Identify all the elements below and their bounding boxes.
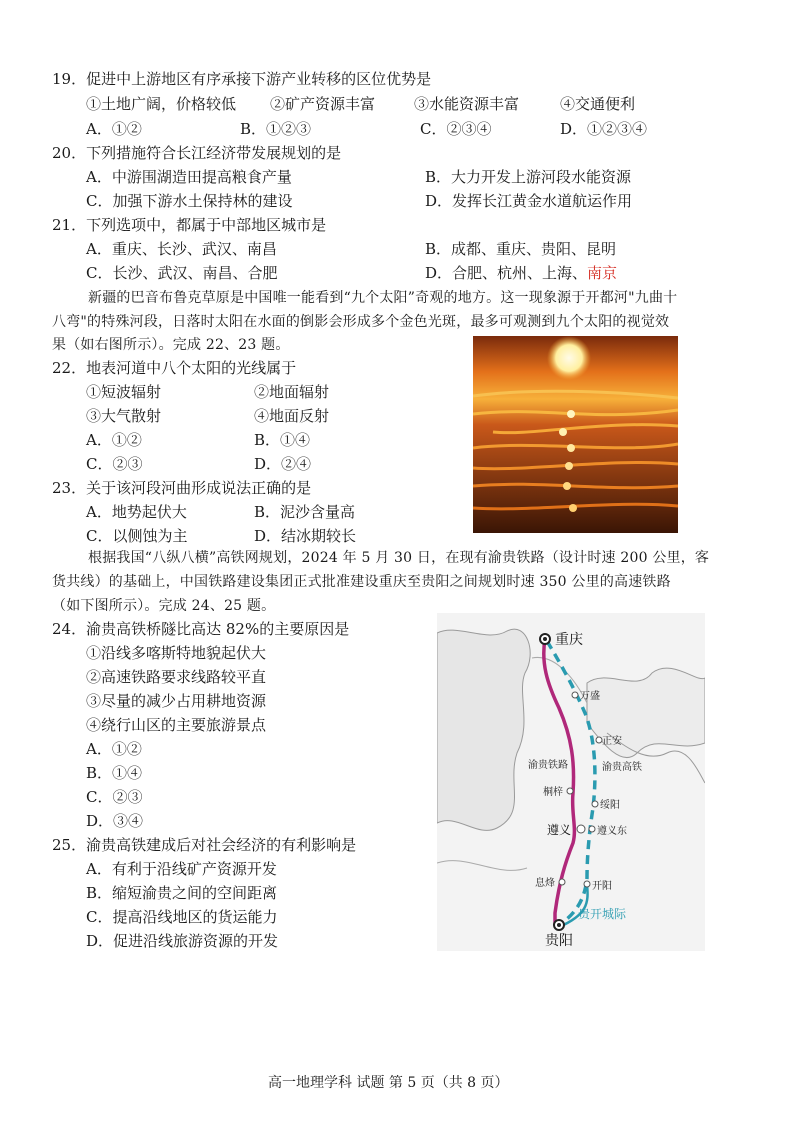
map-label-chongqing: 重庆 xyxy=(555,632,583,648)
q22-option: B．①④ xyxy=(254,431,311,449)
q19-option: C．②③④ xyxy=(420,120,492,138)
q19-item: ②矿产资源丰富 xyxy=(270,95,376,113)
q20-option: B．大力开发上游河段水能资源 xyxy=(425,168,632,186)
q24-item: ②高速铁路要求线路较平直 xyxy=(86,668,267,686)
q19-item: ①土地广阔，价格较低 xyxy=(86,95,237,113)
passage2-line: 根据我国“八纵八横”高铁网规划，2024 年 5 月 30 日，在现有渝贵铁路（设计时速 200 公里，客 xyxy=(88,550,710,566)
railway-map-drawing xyxy=(437,613,705,951)
q19-option: A．①② xyxy=(86,120,142,138)
q24-item: ①沿线多喀斯特地貌起伏大 xyxy=(86,644,267,662)
q21-option-d-highlight: 南京 xyxy=(587,264,618,282)
q24-option: B．①④ xyxy=(86,764,143,782)
q24-stem: 24．渝贵高铁桥隧比高达 82%的主要原因是 xyxy=(52,620,350,638)
map-label-kaiyang: 开阳 xyxy=(592,881,612,892)
q24-option: C．②③ xyxy=(86,788,143,806)
map-label-suiyang: 绥阳 xyxy=(600,800,620,811)
q22-item: ③大气散射 xyxy=(86,407,162,425)
page-footer: 高一地理学科 试题 第 5 页（共 8 页） xyxy=(268,1075,509,1091)
q22-option: C．②③ xyxy=(86,455,143,473)
q22-option: A．①② xyxy=(86,431,142,449)
q19-stem: 19．促进中上游地区有序承接下游产业转移的区位优势是 xyxy=(52,70,432,88)
q21-option-d-text: D．合肥、杭州、上海、 xyxy=(425,264,588,282)
q25-option: B．缩短渝贵之间的空间距离 xyxy=(86,884,278,902)
passage1-line: 八弯"的特殊河段，日落时太阳在水面的倒影会形成多个金色光斑，最多可观测到九个太阳的视觉效 xyxy=(52,314,670,330)
q21-option: B．成都、重庆、贵阳、昆明 xyxy=(425,240,617,258)
passage2-line: （如下图所示）。完成 24、25 题。 xyxy=(52,598,276,614)
q19-item: ③水能资源丰富 xyxy=(414,95,520,113)
q20-option: D．发挥长江黄金水道航运作用 xyxy=(425,192,633,210)
passage1-line: 果（如右图所示）。完成 22、23 题。 xyxy=(52,337,290,353)
q20-option: A．中游围湖造田提高粮食产量 xyxy=(86,168,292,186)
q25-stem: 25．渝贵高铁建成后对社会经济的有利影响是 xyxy=(52,836,357,854)
q25-option: D．促进沿线旅游资源的开发 xyxy=(86,932,279,950)
q21-option: C．长沙、武汉、南昌、合肥 xyxy=(86,264,278,282)
q19-option: B．①②③ xyxy=(240,120,312,138)
map-label-zunyi: 遵义 xyxy=(547,823,572,837)
map-label-wansheng: 万盛 xyxy=(580,691,600,702)
q19-item: ④交通便利 xyxy=(560,95,636,113)
map-label-xifeng: 息烽 xyxy=(535,878,555,889)
map-label-yugui-hsr: 渝贵高铁 xyxy=(602,762,642,773)
q22-item: ②地面辐射 xyxy=(254,383,330,401)
map-label-guiyang: 贵阳 xyxy=(545,933,573,949)
map-label-zunyi-east: 遵义东 xyxy=(597,826,627,837)
q23-option: D．结冰期较长 xyxy=(254,527,357,545)
map-label-guikai: 贵开城际 xyxy=(578,907,627,921)
passage2-line: 货共线）的基础上，中国铁路建设集团正式批准建设重庆至贵阳之间规划时速 350 公里的高速铁路 xyxy=(52,574,671,590)
q20-stem: 20．下列措施符合长江经济带发展规划的是 xyxy=(52,144,342,162)
q24-option: D．③④ xyxy=(86,812,144,830)
map-label-tongzi: 桐梓 xyxy=(543,787,563,798)
q23-stem: 23．关于该河段河曲形成说法正确的是 xyxy=(52,479,312,497)
q22-option: D．②④ xyxy=(254,455,312,473)
q23-option: A．地势起伏大 xyxy=(86,503,187,521)
q21-stem: 21．下列选项中，都属于中部地区城市是 xyxy=(52,216,327,234)
q25-option: A．有利于沿线矿产资源开发 xyxy=(86,860,277,878)
q25-option: C．提高沿线地区的货运能力 xyxy=(86,908,278,926)
railway-map xyxy=(437,613,705,951)
sunset-river-photo xyxy=(473,336,678,533)
map-label-yugui-railway: 渝贵铁路 xyxy=(528,760,568,771)
q22-stem: 22．地表河道中八个太阳的光线属于 xyxy=(52,359,297,377)
sunset-river-image xyxy=(473,336,678,533)
passage1-line: 新疆的巴音布鲁克草原是中国唯一能看到“九个太阳”奇观的地方。这一现象源于开都河"九曲十 xyxy=(88,290,678,306)
q24-option: A．①② xyxy=(86,740,142,758)
q22-item: ④地面反射 xyxy=(254,407,330,425)
q23-option: C．以侧蚀为主 xyxy=(86,527,188,545)
q22-item: ①短波辐射 xyxy=(86,383,162,401)
q21-option: A．重庆、长沙、武汉、南昌 xyxy=(86,240,277,258)
q24-item: ③尽量的减少占用耕地资源 xyxy=(86,692,267,710)
q21-option-d xyxy=(425,262,617,283)
q20-option: C．加强下游水土保持林的建设 xyxy=(86,192,293,210)
q19-option: D．①②③④ xyxy=(560,120,648,138)
q24-item: ④绕行山区的主要旅游景点 xyxy=(86,716,267,734)
q23-option: B．泥沙含量高 xyxy=(254,503,356,521)
map-label-zhengan: 正安 xyxy=(602,736,622,747)
